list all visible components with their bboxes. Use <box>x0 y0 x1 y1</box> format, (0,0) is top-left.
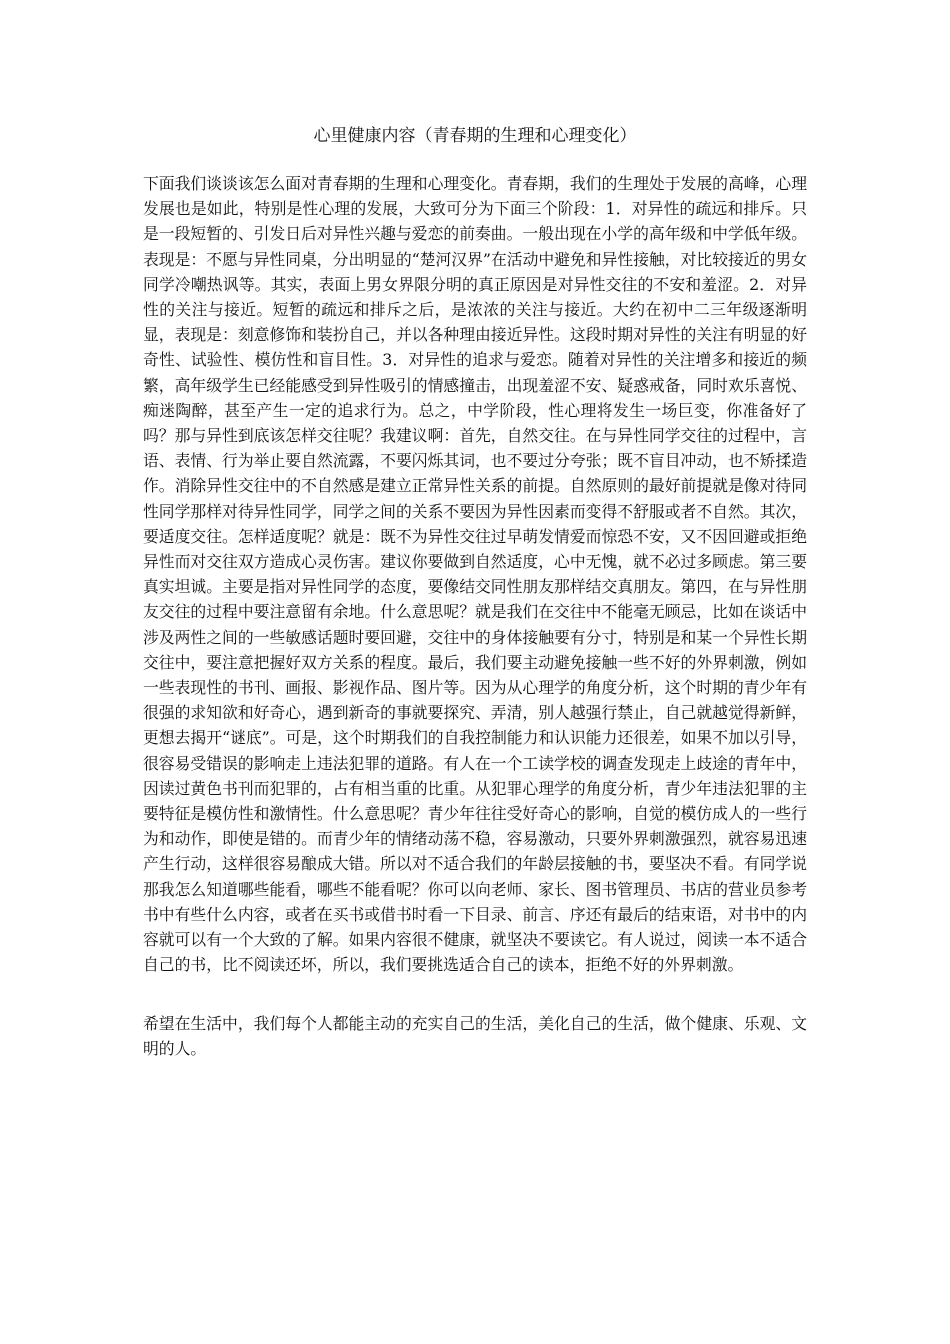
body-paragraph-1: 下面我们谈谈该怎么面对青春期的生理和心理变化。青春期，我们的生理处于发展的高峰，心理发展也是如此，特别是性心理的发展，大致可分为下面三个阶段：1．对异性的疏远和排斥。只是一段短暂的、引发日后对异性兴趣与爱恋的前奏曲。一般出现在小学的高年级和中学低年级。表现是：不愿与异性同桌，分出明显的“楚河汉界”在活动中避免和异性接触，对比较接近的男女同学冷嘲热讽等。其实，表面上男女界限分明的真正原因是对异性交往的不安和羞涩。2．对异性的关注与接近。短暂的疏远和排斥之后，是浓浓的关注与接近。大约在初中二三年级逐渐明显，表现是：刻意修饰和装扮自己，并以各种理由接近异性。这段时期对异性的关注有明显的好奇性、试验性、模仿性和盲目性。3．对异性的追求与爱恋。随着对异性的关注增多和接近的频繁，高年级学生已经能感受到异性吸引的情感撞击，出现羞涩不安、疑惑戒备，同时欢乐喜悦、痴迷陶醉，甚至产生一定的追求行为。总之，中学阶段，性心理将发生一场巨变，你准备好了吗？那与异性到底该怎样交往呢？我建议啊：首先，自然交往。在与异性同学交往的过程中，言语、表情、行为举止要自然流露，不要闪烁其词，也不要过分夸张；既不盲目冲动，也不矫揉造作。消除异性交往中的不自然感是建立正常异性关系的前提。自然原则的最好前提就是像对待同性同学那样对待异性同学，同学之间的关系不要因为异性因素而变得不舒服或者不自然。其次，要适度交往。怎样适度呢？就是：既不为异性交往过早萌发情爱而惊恐不安，又不因回避或拒绝异性而对交往双方造成心灵伤害。建议你要做到自然适度，心中无愧，就不必过多顾虑。第三要真实坦诚。主要是指对异性同学的态度，要像结交同性朋友那样结交真朋友。第四，在与异性朋友交往的过程中要注意留有余地。什么意思呢？就是我们在交往中不能毫无顾忌，比如在谈话中涉及两性之间的一些敏感话题时要回避，交往中的身体接触要有分寸，特别是和某一个异性长期交往中，要注意把握好双方关系的程度。最后，我们要主动避免接触一些不好的外界刺激，例如一些表现性的书刊、画报、影视作品、图片等。因为从心理学的角度分析，这个时期的青少年有很强的求知欲和好奇心，遇到新奇的事就要探究、弄清，别人越强行禁止，自己就越觉得新鲜，更想去揭开“谜底”。可是，这个时期我们的自我控制能力和认识能力还很差，如果不加以引导，很容易受错误的影响走上违法犯罪的道路。有人在一个工读学校的调查发现走上歧途的青年中，因读过黄色书刊而犯罪的，占有相当重的比重。从犯罪心理学的角度分析，青少年违法犯罪的主要特征是模仿性和激情性。什么意思呢？青少年往往受好奇心的影响，自觉的模仿成人的一些行为和动作，即使是错的。而青少年的情绪动荡不稳，容易激动，只要外界刺激强烈，就容易迅速产生行动，这样很容易酿成大错。所以对不适合我们的年龄层接触的书，要坚决不看。有同学说那我怎么知道哪些能看，哪些不能看呢？你可以向老师、家长、图书管理员、书店的营业员参考书中有些什么内容，或者在买书或借书时看一下目录、前言、序还有最后的结束语，对书中的内容就可以有一个大致的了解。如果内容很不健康，就坚决不要读它。有人说过，阅读一本不适合自己的书，比不阅读还坏，所以，我们要挑选适合自己的读本，拒绝不好的外界刺激。 <box>143 174 807 975</box>
body-paragraph-2: 希望在生活中，我们每个人都能主动的充实自己的生活，美化自己的生活，做个健康、乐观、文明的人。 <box>143 1014 807 1059</box>
document-title: 心里健康内容（青春期的生理和心理变化） <box>313 126 637 146</box>
